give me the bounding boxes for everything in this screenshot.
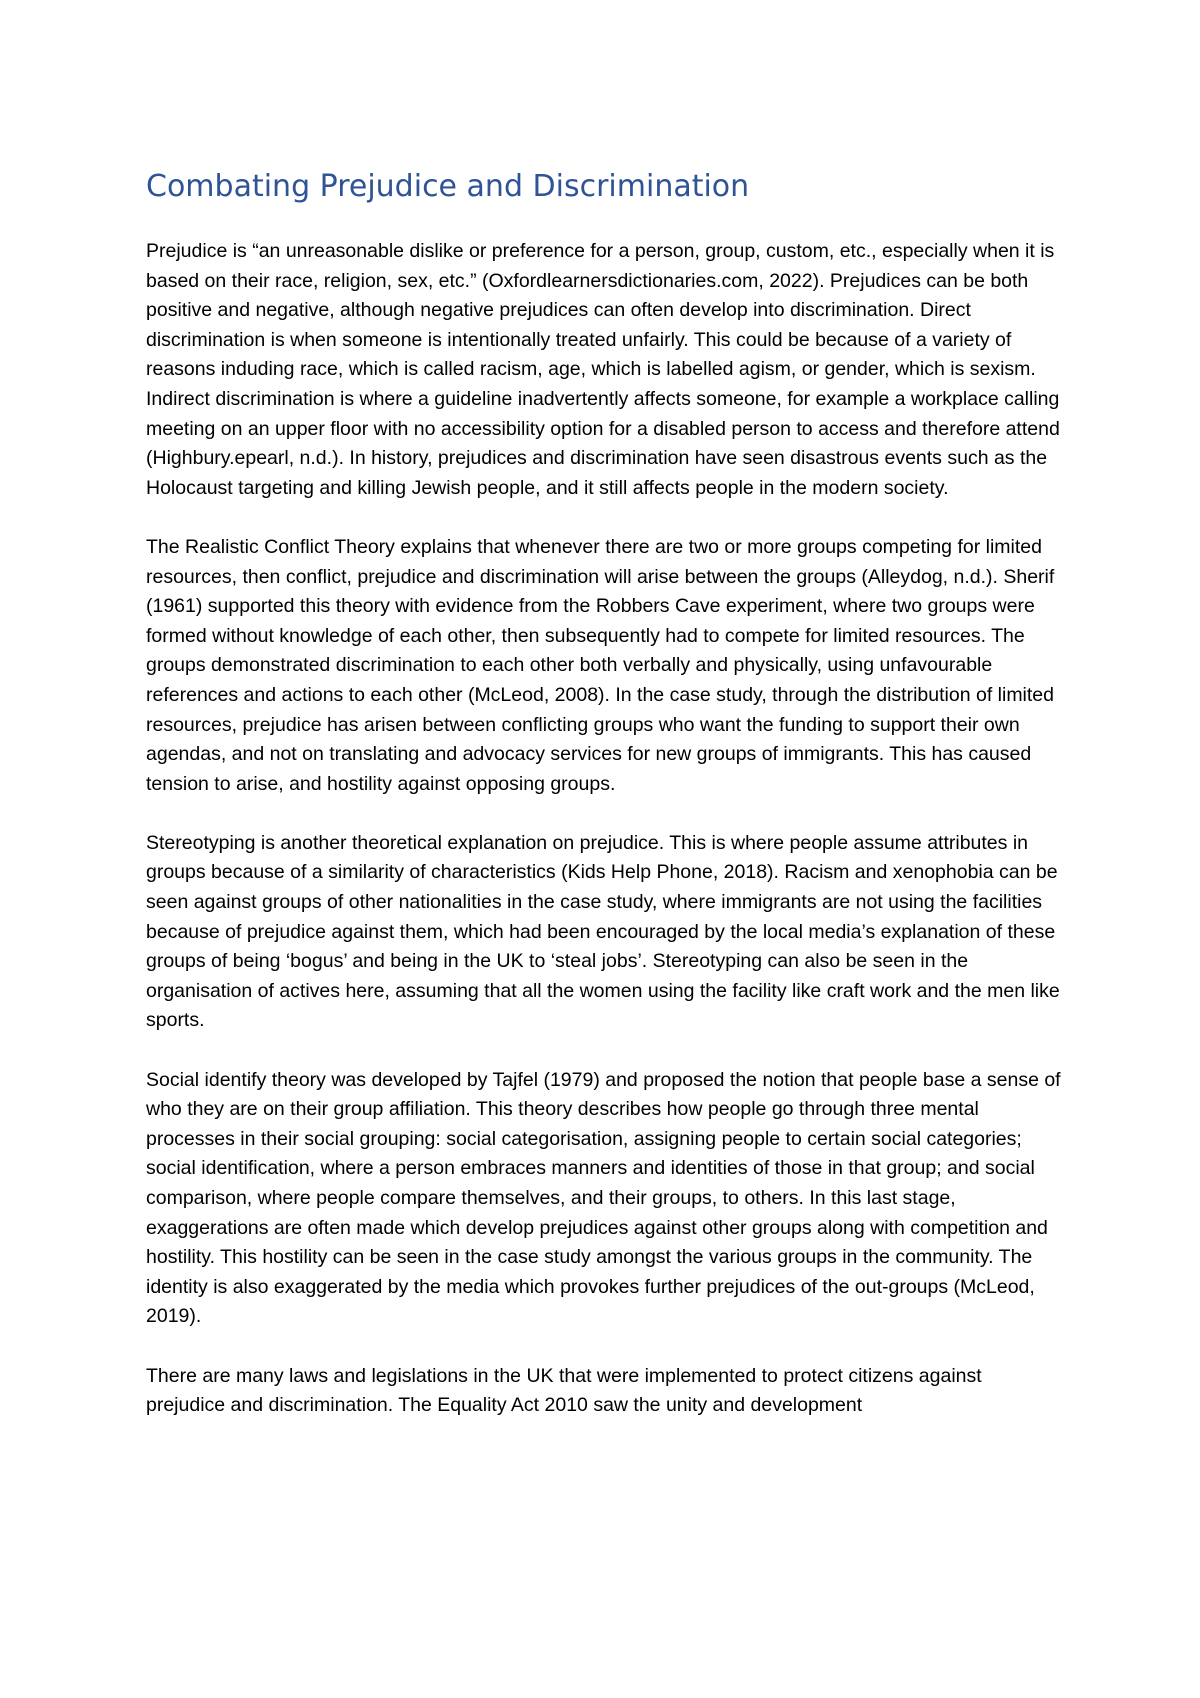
paragraph-stereotyping: Stereotyping is another theoretical explanation on prejudice. This is where people assume attributes in groups because of a similarity of characteristics (Kids Help Phone, 2018). Racism and xenophobia can be seen against groups of other nationalities in the case study, where immigrants are not using the facilities because of prejudice against them, which had been encouraged by the local media’s explanation of these groups of being ‘bogus’ and being in the UK to ‘steal jobs’. Stereotyping can also be seen in the organisation of actives here, assuming that all the women using the facility like craft work and the men like sports. [146,831,1060,1032]
document-title: Combating Prejudice and Discrimination [146,169,750,204]
document-body [146,168,1066,1450]
paragraph-social-identity-theory: Social identify theory was developed by Tajfel (1979) and proposed the notion that people base a sense of who they are on their group affiliation. This theory describes how people go through three mental processes in their social grouping: social categorisation, assigning people to certain social categories; social identification, where a person embraces manners and identities of those in that group; and social comparison, where people compare themselves, and their groups, to others. In this last stage, exaggerations are often made which develop prejudices against other groups along with competition and hostility. This hostility can be seen in the case study amongst the various groups in the community. The identity is also exaggerated by the media which provokes further prejudices of the out-groups (McLeod, 2019). [146,1068,1061,1328]
paragraph-prejudice-definition: Prejudice is “an unreasonable dislike or preference for a person, group, custom, etc., especially when it is based on their race, religion, sex, etc.” (Oxfordlearnersdictionaries.com, 2022). Prejudices can be both positive and negative, although negative prejudices can often develop into discrimination. Direct discrimination is when someone is intentionally treated unfairly. This could be because of a variety of reasons induding race, which is called racism, age, which is labelled agism, or gender, which is sexism. Indirect discrimination is where a guideline inadvertently affects someone, for example a workplace calling meeting on an upper floor with no accessibility option for a disabled person to access and therefore attend (Highbury.epearl, n.d.). In history, prejudices and discrimination have seen disastrous events such as the Holocaust targeting and killing Jewish people, and it still affects people in the modern society. [146,240,1060,499]
paragraph-uk-laws: There are many laws and legislations in the UK that were implemented to protect citizens against prejudice and discrimination. The Equality Act 2010 saw the unity and development [146,1364,982,1417]
paragraph-realistic-conflict-theory: The Realistic Conflict Theory explains that whenever there are two or more groups competing for limited resources, then conflict, prejudice and discrimination will arise between the groups (Alleydog, n.d.). Sherif (1961) supported this theory with evidence from the Robbers Cave experiment, where two groups were formed without knowledge of each other, then subsequently had to compete for limited resources. The groups demonstrated discrimination to each other both verbally and physically, using unfavourable references and actions to each other (McLeod, 2008). In the case study, through the distribution of limited resources, prejudice has arisen between conflicting groups who want the funding to support their own agendas, and not on translating and advocacy services for new groups of immigrants. This has caused tension to arise, and hostility against opposing groups. [146,535,1055,795]
